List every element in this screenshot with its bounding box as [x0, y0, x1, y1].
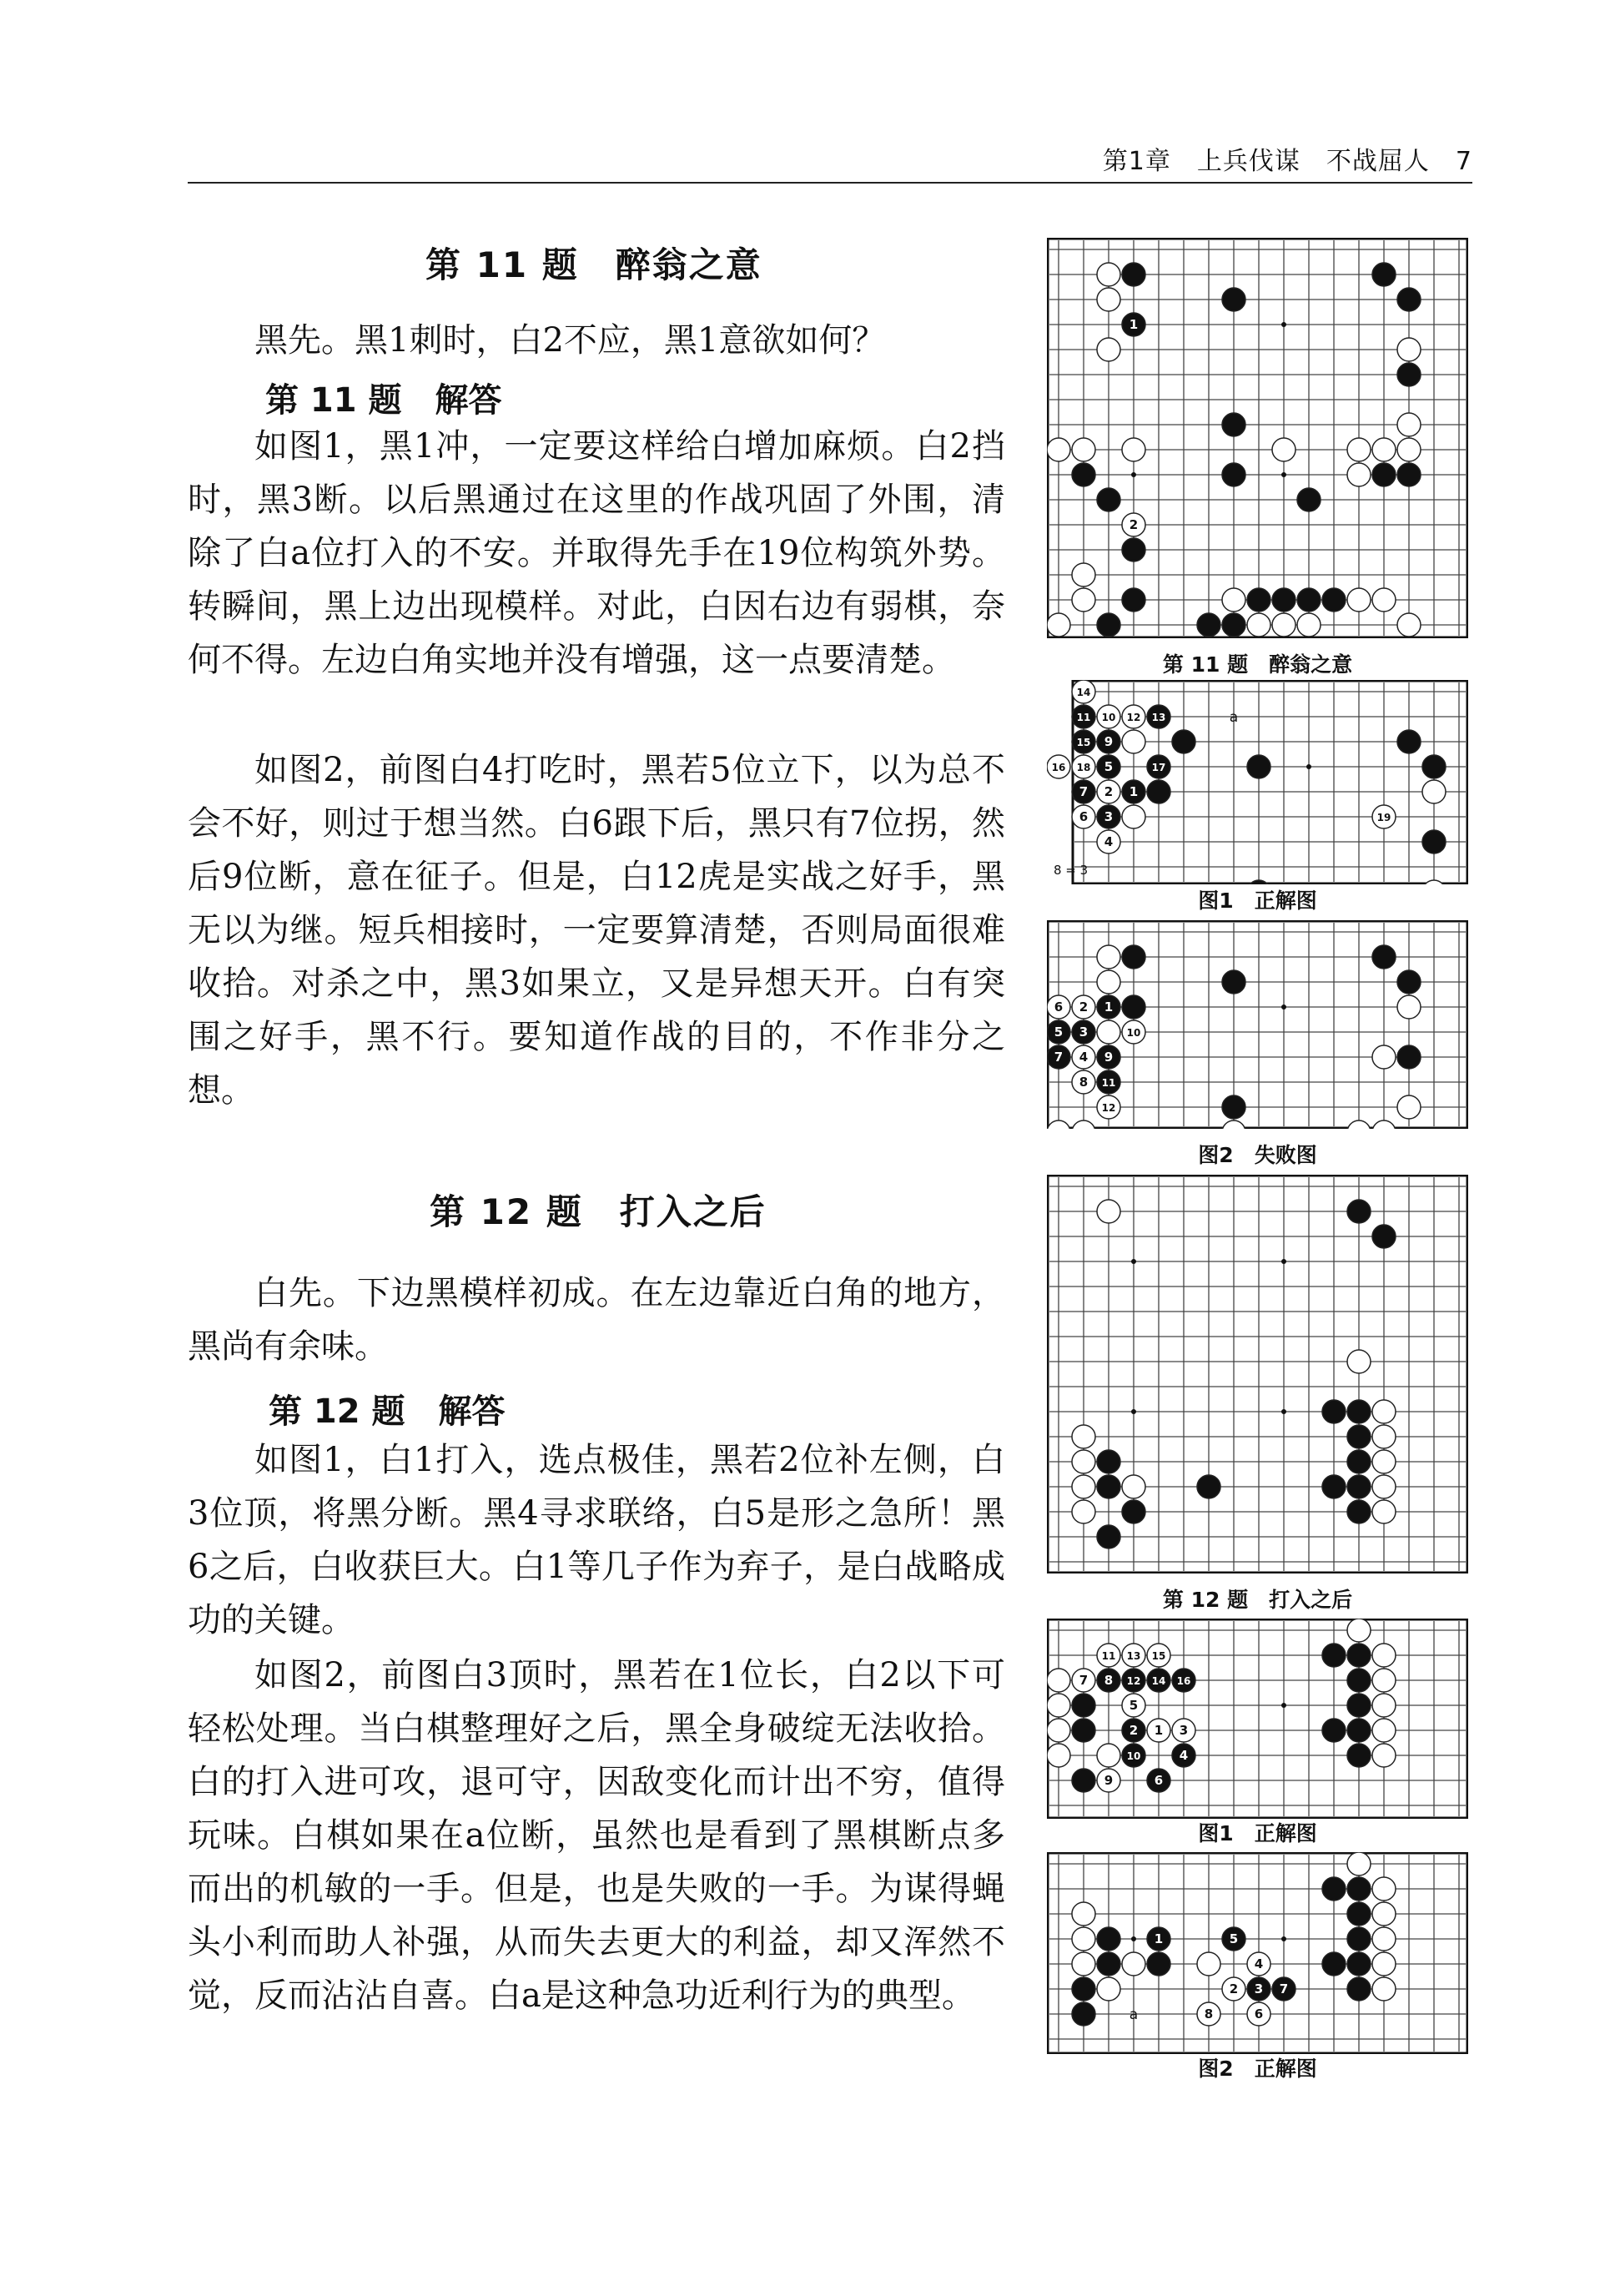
black-stone	[1397, 363, 1421, 386]
chapter-header: 第1章 上兵伐谋 不战屈人 7	[1102, 147, 1472, 176]
move-note: 8 = 3	[1054, 863, 1089, 878]
problem-11-question: 黑先。黑1刺时，白2不应，黑1意欲如何？	[254, 321, 886, 360]
point-a-label: a	[1229, 709, 1239, 726]
move-number: 10	[1101, 712, 1116, 723]
black-stone	[1322, 1644, 1346, 1667]
black-stone	[1122, 1744, 1145, 1767]
problem-11-title: 第 11 题 醉翁之意	[425, 244, 762, 285]
problem-12-answer-para2: 如图2，前图白3顶时，黑若在1位长，白2以下可轻松处理。当白棋整理好之后，黑全身破绽无法收拾。白的打入进可攻，退可守，因敌变化而计出不穷，值得玩味。白棋如果在a位断，虽然也是看到了黑棋断点多而出的机敏的一手。但是，也是失败的一手。为谋得蝇头小利而助人补强，从而失去更大的利益，却又浑然不觉，反而沾沾自喜。白a是这种急功近利行为的典型。	[188, 1656, 1005, 2015]
move-number: 2	[1229, 1981, 1239, 1996]
move-number: 1	[1154, 1931, 1164, 1946]
move-number: 10	[1126, 1027, 1141, 1039]
move-number: 7	[1079, 784, 1089, 799]
white-stone	[1072, 1952, 1095, 1976]
white-stone	[1072, 563, 1095, 587]
black-stone	[1122, 538, 1145, 561]
move-number: 4	[1104, 834, 1114, 849]
white-stone	[1372, 805, 1396, 828]
black-stone	[1347, 1500, 1371, 1523]
white-stone	[1097, 1744, 1120, 1767]
white-stone	[1097, 1200, 1120, 1223]
star-point	[1131, 472, 1136, 477]
black-stone	[1347, 1927, 1371, 1951]
black-stone	[1222, 1927, 1245, 1951]
black-stone	[1122, 1669, 1145, 1692]
black-stone	[1347, 1475, 1371, 1498]
move-number: 8	[1079, 1075, 1089, 1090]
move-number: 2	[1129, 517, 1139, 532]
white-stone	[1097, 1644, 1120, 1667]
move-number: 13	[1126, 1650, 1141, 1662]
p11-figure2-board	[1047, 920, 1468, 1129]
white-stone	[1372, 1877, 1396, 1901]
white-stone	[1122, 730, 1145, 753]
white-stone	[1072, 1045, 1095, 1069]
black-stone	[1297, 488, 1321, 511]
white-stone	[1072, 1450, 1095, 1473]
black-stone	[1322, 1719, 1346, 1742]
header-rule	[188, 182, 1472, 184]
white-stone	[1372, 438, 1396, 461]
white-stone	[1097, 1095, 1120, 1119]
move-number: 2	[1104, 784, 1114, 799]
black-stone	[1222, 288, 1245, 311]
white-stone	[1197, 2002, 1220, 2026]
white-stone	[1372, 1719, 1396, 1742]
move-number: 15	[1076, 737, 1091, 748]
white-stone	[1372, 1500, 1396, 1523]
black-stone	[1072, 780, 1095, 803]
black-stone	[1147, 755, 1170, 778]
move-number: 4	[1079, 1050, 1089, 1065]
move-number: 11	[1101, 1650, 1116, 1662]
black-stone	[1347, 1200, 1371, 1223]
white-stone	[1097, 830, 1120, 853]
black-stone	[1222, 463, 1245, 486]
black-stone	[1097, 1475, 1120, 1498]
move-number: 9	[1104, 1050, 1114, 1065]
problem-11-board	[1047, 238, 1468, 638]
white-stone	[1072, 755, 1095, 778]
move-number: 3	[1254, 1981, 1264, 1996]
star-point	[1131, 1409, 1136, 1414]
black-stone	[1347, 1694, 1371, 1717]
move-number: 5	[1054, 1025, 1064, 1040]
move-number: 17	[1151, 762, 1166, 773]
problem-11-answer-title: 第 11 题 解答	[265, 381, 502, 420]
black-stone	[1097, 1669, 1120, 1692]
black-stone	[1347, 1644, 1371, 1667]
white-stone	[1047, 1669, 1070, 1692]
move-number: 1	[1129, 784, 1139, 799]
white-stone	[1047, 1694, 1070, 1717]
black-stone	[1322, 588, 1346, 612]
black-stone	[1072, 463, 1095, 486]
black-stone	[1072, 1769, 1095, 1792]
black-stone	[1297, 588, 1321, 612]
star-point	[1281, 1409, 1286, 1414]
white-stone	[1097, 338, 1120, 361]
white-stone	[1297, 613, 1321, 637]
white-stone	[1072, 1902, 1095, 1926]
black-stone	[1122, 313, 1145, 336]
white-stone	[1222, 588, 1245, 612]
black-stone	[1422, 755, 1446, 778]
white-stone	[1397, 338, 1421, 361]
white-stone	[1372, 1644, 1396, 1667]
white-stone	[1072, 1927, 1095, 1951]
black-stone	[1322, 1475, 1346, 1498]
move-number: 3	[1179, 1723, 1189, 1738]
page-header	[188, 133, 1472, 180]
white-stone	[1122, 513, 1145, 536]
p12-figure1-caption: 图1 正解图	[1198, 1821, 1317, 1845]
move-number: 1	[1154, 1723, 1164, 1738]
star-point	[1281, 1936, 1286, 1941]
p11-figure2-caption: 图2 失败图	[1198, 1143, 1317, 1167]
move-number: 9	[1104, 1773, 1114, 1788]
white-stone	[1122, 1644, 1145, 1667]
white-stone	[1247, 1952, 1270, 1976]
move-number: 13	[1151, 712, 1166, 723]
white-stone	[1372, 1669, 1396, 1692]
white-stone	[1272, 613, 1296, 637]
white-stone	[1097, 970, 1120, 994]
problem-12-caption: 第 12 题 打入之后	[1162, 1588, 1353, 1612]
white-stone	[1372, 1475, 1396, 1498]
black-stone	[1147, 1769, 1170, 1792]
white-stone	[1247, 613, 1270, 637]
star-point	[1306, 764, 1311, 769]
move-number: 6	[1079, 809, 1089, 824]
white-stone	[1097, 705, 1120, 728]
black-stone	[1097, 1952, 1120, 1976]
problem-11-answer-para2: 如图2，前图白4打吃时，黑若5位立下，以为总不会不好，则过于想当然。白6跟下后，黑只有7位拐，然后9位断，意在征子。但是，白12虎是实战之好手，黑无以为继。短兵相接时，一定要算清楚，否则局面很难收拾。对杀之中，黑3如果立，又是异想天开。白有突围之好手，黑不行。要知道作战的目的，不作非分之想。	[188, 751, 1005, 1110]
black-stone	[1347, 1977, 1371, 2001]
star-point	[1281, 1259, 1286, 1264]
black-stone	[1172, 1744, 1195, 1767]
move-number: 7	[1279, 1981, 1289, 1996]
white-stone	[1372, 588, 1396, 612]
move-number: 7	[1054, 1050, 1064, 1065]
black-stone	[1322, 1400, 1346, 1423]
black-stone	[1272, 1977, 1296, 2001]
move-number: 11	[1101, 1077, 1116, 1089]
move-number: 9	[1104, 734, 1114, 749]
problem-11-answer-para1: 如图1，黑1冲，一定要这样给白增加麻烦。白2挡时，黑3断。以后黑通过在这里的作战巩固了外围，清除了白a位打入的不安。并取得先手在19位构筑外势。转瞬间，黑上边出现模样。对此，白因右边有弱棋，奈何不得。左边白角实地并没有增强，这一点要清楚。	[188, 427, 1005, 679]
move-number: 2	[1079, 999, 1089, 1015]
white-stone	[1347, 463, 1371, 486]
black-stone	[1097, 613, 1120, 637]
star-point	[1131, 1936, 1136, 1941]
move-number: 8	[1104, 1673, 1114, 1688]
move-number: 12	[1126, 712, 1141, 723]
white-stone	[1372, 1425, 1396, 1448]
black-stone	[1097, 730, 1120, 753]
white-stone	[1172, 1719, 1195, 1742]
black-stone	[1347, 1450, 1371, 1473]
black-stone	[1122, 945, 1145, 969]
white-stone	[1397, 413, 1421, 436]
black-stone	[1347, 1425, 1371, 1448]
black-stone	[1222, 1095, 1245, 1119]
black-stone	[1072, 2002, 1095, 2026]
white-stone	[1347, 588, 1371, 612]
white-stone	[1097, 1977, 1120, 2001]
problem-12-board	[1047, 1175, 1468, 1573]
black-stone	[1147, 780, 1170, 803]
move-number: 3	[1079, 1025, 1089, 1040]
black-stone	[1122, 588, 1145, 612]
black-stone	[1347, 1744, 1371, 1767]
white-stone	[1347, 438, 1371, 461]
black-stone	[1097, 755, 1120, 778]
move-number: 4	[1254, 1956, 1264, 1971]
move-number: 12	[1126, 1675, 1141, 1687]
white-stone	[1372, 1977, 1396, 2001]
black-stone	[1122, 1500, 1145, 1523]
move-number: 14	[1151, 1675, 1166, 1687]
white-stone	[1272, 438, 1296, 461]
white-stone	[1047, 755, 1070, 778]
black-stone	[1397, 1045, 1421, 1069]
star-point	[1281, 1004, 1286, 1010]
black-stone	[1047, 1020, 1070, 1044]
white-stone	[1047, 1744, 1070, 1767]
black-stone	[1347, 1877, 1371, 1901]
black-stone	[1347, 1902, 1371, 1926]
problem-11-caption: 第 11 题 醉翁之意	[1162, 652, 1353, 677]
white-stone	[1397, 613, 1421, 637]
black-stone	[1097, 995, 1120, 1019]
black-stone	[1072, 1977, 1095, 2001]
problem-12-answer-para1: 如图1，白1打入，选点极佳，黑若2位补左侧，白3位顶，将黑分断。黑4寻求联络，白5是形之急所！黑6之后，白收获巨大。白1等几子作为弃子，是白战略成功的关键。	[188, 1441, 1005, 1639]
black-stone	[1247, 588, 1270, 612]
black-stone	[1372, 1225, 1396, 1248]
black-stone	[1097, 1927, 1120, 1951]
black-stone	[1422, 830, 1446, 853]
black-stone	[1147, 705, 1170, 728]
black-stone	[1172, 1669, 1195, 1692]
p11-figure1-caption: 图1 正解图	[1198, 889, 1317, 913]
black-stone	[1097, 1525, 1120, 1548]
black-stone	[1397, 463, 1421, 486]
move-number: 3	[1104, 809, 1114, 824]
white-stone	[1372, 1744, 1396, 1767]
white-stone	[1047, 438, 1070, 461]
white-stone	[1097, 288, 1120, 311]
move-number: 4	[1179, 1748, 1189, 1763]
white-stone	[1197, 1952, 1220, 1976]
white-stone	[1422, 780, 1446, 803]
black-stone	[1122, 995, 1145, 1019]
black-stone	[1047, 1045, 1070, 1069]
black-stone	[1397, 730, 1421, 753]
white-stone	[1347, 1852, 1371, 1876]
white-stone	[1222, 1977, 1245, 2001]
white-stone	[1372, 1902, 1396, 1926]
white-stone	[1397, 1095, 1421, 1119]
black-stone	[1322, 1877, 1346, 1901]
black-stone	[1072, 1719, 1095, 1742]
move-number: 6	[1154, 1773, 1164, 1788]
white-stone	[1372, 1045, 1396, 1069]
white-stone	[1122, 705, 1145, 728]
black-stone	[1072, 1020, 1095, 1044]
white-stone	[1072, 805, 1095, 828]
white-stone	[1097, 1020, 1120, 1044]
white-stone	[1347, 1619, 1371, 1642]
move-number: 15	[1151, 1650, 1166, 1662]
move-number: 14	[1076, 687, 1091, 698]
white-stone	[1097, 945, 1120, 969]
move-number: 1	[1129, 317, 1139, 332]
white-stone	[1397, 995, 1421, 1019]
p12-figure2-caption: 图2 正解图	[1198, 2057, 1317, 2081]
white-stone	[1247, 2002, 1270, 2026]
black-stone	[1347, 1669, 1371, 1692]
white-stone	[1072, 438, 1095, 461]
black-stone	[1347, 1719, 1371, 1742]
move-number: 10	[1126, 1750, 1141, 1762]
black-stone	[1197, 613, 1220, 637]
black-stone	[1097, 488, 1120, 511]
white-stone	[1372, 1927, 1396, 1951]
white-stone	[1372, 1400, 1396, 1423]
white-stone	[1122, 805, 1145, 828]
black-stone	[1147, 1927, 1170, 1951]
move-number: 5	[1129, 1698, 1139, 1713]
black-stone	[1397, 970, 1421, 994]
p12-figure1-board	[1047, 1619, 1468, 1819]
board-frame	[1048, 1176, 1467, 1573]
move-number: 5	[1104, 759, 1114, 774]
white-stone	[1072, 588, 1095, 612]
move-number: 12	[1101, 1102, 1116, 1114]
white-stone	[1122, 438, 1145, 461]
black-stone	[1122, 1719, 1145, 1742]
black-stone	[1147, 1669, 1170, 1692]
point-a-label: a	[1129, 2006, 1139, 2023]
star-point	[1131, 1259, 1136, 1264]
black-stone	[1347, 1952, 1371, 1976]
white-stone	[1397, 438, 1421, 461]
black-stone	[1247, 1977, 1270, 2001]
white-stone	[1072, 995, 1095, 1019]
move-number: 2	[1129, 1723, 1139, 1738]
star-point	[1281, 322, 1286, 327]
move-number: 1	[1104, 999, 1114, 1015]
white-stone	[1347, 1350, 1371, 1373]
move-number: 11	[1076, 712, 1091, 723]
move-number: 8	[1204, 2006, 1214, 2022]
black-stone	[1322, 1952, 1346, 1976]
star-point	[1281, 472, 1286, 477]
move-number: 6	[1254, 2006, 1264, 2022]
white-stone	[1097, 780, 1120, 803]
black-stone	[1197, 1475, 1220, 1498]
black-stone	[1372, 463, 1396, 486]
black-stone	[1072, 730, 1095, 753]
black-stone	[1122, 780, 1145, 803]
problem-12-question: 白先。下边黑模样初成。在左边靠近白角的地方，黑尚有余味。	[188, 1274, 1005, 1366]
white-stone	[1047, 613, 1070, 637]
black-stone	[1172, 730, 1195, 753]
move-number: 19	[1376, 812, 1391, 823]
white-stone	[1047, 995, 1070, 1019]
white-stone	[1072, 1070, 1095, 1094]
move-number: 18	[1076, 762, 1091, 773]
move-number: 6	[1054, 999, 1064, 1015]
move-number: 16	[1051, 762, 1066, 773]
black-stone	[1247, 755, 1270, 778]
black-stone	[1372, 945, 1396, 969]
white-stone	[1372, 1952, 1396, 1976]
white-stone	[1072, 680, 1095, 703]
black-stone	[1097, 1450, 1120, 1473]
white-stone	[1072, 1475, 1095, 1498]
white-stone	[1122, 1952, 1145, 1976]
black-stone	[1147, 1952, 1170, 1976]
white-stone	[1122, 1475, 1145, 1498]
black-stone	[1222, 613, 1245, 637]
white-stone	[1372, 1450, 1396, 1473]
white-stone	[1072, 1425, 1095, 1448]
black-stone	[1122, 263, 1145, 286]
white-stone	[1097, 1769, 1120, 1792]
move-number: 7	[1079, 1673, 1089, 1688]
black-stone	[1222, 970, 1245, 994]
white-stone	[1072, 1669, 1095, 1692]
move-number: 16	[1176, 1675, 1191, 1687]
p11-figure1-board	[1047, 680, 1468, 884]
p12-figure2-board	[1047, 1852, 1468, 2054]
white-stone	[1372, 1694, 1396, 1717]
star-point	[1281, 1703, 1286, 1708]
black-stone	[1097, 805, 1120, 828]
white-stone	[1072, 1500, 1095, 1523]
black-stone	[1372, 263, 1396, 286]
white-stone	[1147, 1719, 1170, 1742]
black-stone	[1072, 705, 1095, 728]
black-stone	[1097, 1070, 1120, 1094]
white-stone	[1097, 263, 1120, 286]
move-number: 5	[1229, 1931, 1239, 1946]
white-stone	[1047, 1719, 1070, 1742]
black-stone	[1072, 1694, 1095, 1717]
problem-12-title: 第 12 题 打入之后	[430, 1191, 767, 1232]
black-stone	[1272, 588, 1296, 612]
black-stone	[1222, 413, 1245, 436]
black-stone	[1097, 1045, 1120, 1069]
black-stone	[1397, 288, 1421, 311]
problem-12-answer-title: 第 12 题 解答	[269, 1392, 506, 1431]
white-stone	[1122, 1694, 1145, 1717]
white-stone	[1147, 1644, 1170, 1667]
white-stone	[1122, 1020, 1145, 1044]
black-stone	[1347, 1400, 1371, 1423]
